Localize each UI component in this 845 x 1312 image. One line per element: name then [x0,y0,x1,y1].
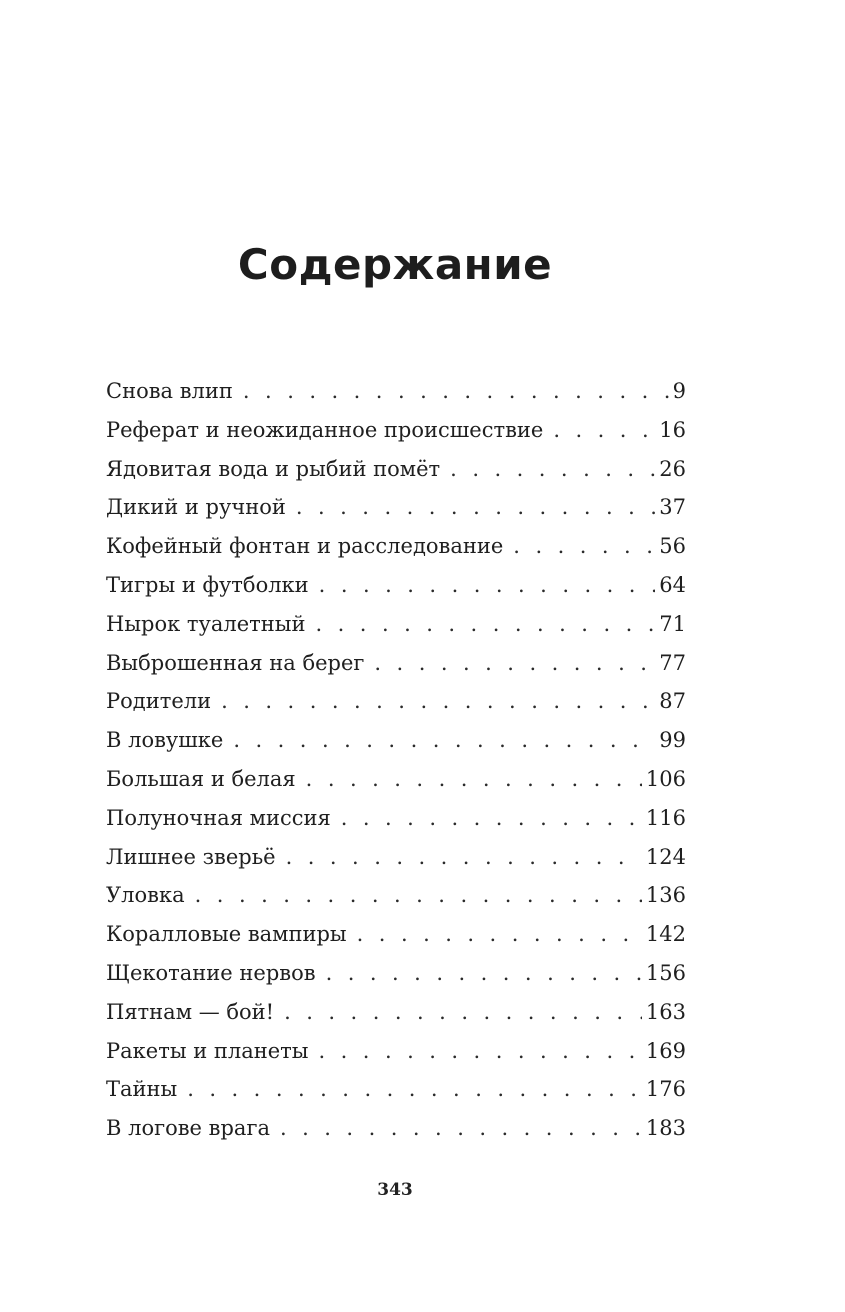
toc-entry[interactable] [106,372,686,411]
toc-dot-leader [450,450,655,489]
toc-dot-leader [513,527,655,566]
toc-entry-title: В ловушке [106,728,224,753]
toc-dot-leader [357,915,642,954]
toc-entry[interactable] [106,1109,686,1148]
toc-dot-leader [233,721,655,760]
toc-entry-title: Родители [106,689,212,714]
table-of-contents [106,372,686,1148]
toc-entry-page: 26 [659,456,686,481]
toc-entry[interactable] [106,527,686,566]
toc-entry[interactable] [106,566,686,605]
toc-entry[interactable] [106,876,686,915]
toc-entry[interactable] [106,682,686,721]
toc-entry-page: 64 [659,572,686,597]
toc-dot-leader [187,1070,642,1109]
toc-entry-title: Реферат и неожиданное происшествие [106,417,544,442]
toc-entry-page: 116 [645,805,686,830]
toc-entry-page: 124 [645,844,686,869]
toc-entry[interactable] [106,799,686,838]
toc-entry[interactable] [106,488,686,527]
toc-entry-page: 183 [645,1116,686,1141]
toc-entry-title: Тигры и футболки [106,572,309,597]
toc-entry-title: Коралловые вампиры [106,922,347,947]
toc-entry[interactable] [106,450,686,489]
toc-entry-page: 136 [645,883,686,908]
toc-entry-title: Большая и белая [106,766,296,791]
toc-entry[interactable] [106,760,686,799]
toc-entry[interactable] [106,1032,686,1071]
toc-entry-title: Ракеты и планеты [106,1038,309,1063]
page-title: Содержание [237,240,553,290]
toc-dot-leader [341,799,642,838]
toc-entry-title: Пятнам — бой! [106,999,275,1024]
toc-dot-leader [284,993,642,1032]
toc-dot-leader [243,372,669,411]
toc-entry[interactable] [106,954,686,993]
toc-entry-page: 106 [645,766,686,791]
toc-dot-leader [553,411,655,450]
toc-entry-title: Полуночная миссия [106,805,331,830]
toc-dot-leader [319,566,656,605]
toc-dot-leader [374,644,655,683]
toc-entry[interactable] [106,721,686,760]
toc-dot-leader [326,954,642,993]
toc-entry-title: Снова влип [106,379,233,403]
toc-entry-title: В логове врага [106,1116,270,1141]
toc-dot-leader [319,1032,642,1071]
toc-entry-page: 71 [659,611,686,636]
toc-entry[interactable] [106,838,686,877]
page-number: 343 [377,1180,413,1200]
toc-entry-title: Тайны [106,1077,178,1102]
toc-entry-title: Выброшенная на берег [106,650,365,675]
toc-dot-leader [316,605,656,644]
toc-entry-page: 142 [645,922,686,947]
toc-dot-leader [306,760,642,799]
toc-entry-title: Щекотание нервов [106,960,316,985]
toc-entry-page: 37 [659,495,686,520]
toc-entry-title: Ядовитая вода и рыбий помёт [106,456,441,481]
toc-entry[interactable] [106,993,686,1032]
toc-dot-leader [286,838,642,877]
toc-entry-title: Дикий и ручной [106,495,286,520]
toc-entry[interactable] [106,644,686,683]
toc-dot-leader [296,488,655,527]
toc-entry-title: Кофейный фонтан и расследование [106,534,504,559]
toc-entry[interactable] [106,411,686,450]
toc-entry-title: Уловка [106,883,185,908]
toc-entry-page: 56 [659,534,686,559]
toc-entry[interactable] [106,605,686,644]
toc-entry-page: 176 [645,1077,686,1102]
toc-entry-page: 99 [659,728,686,753]
toc-dot-leader [280,1109,642,1148]
toc-entry-page: 77 [659,650,686,675]
toc-entry-page: 163 [645,999,686,1024]
toc-entry-page: 16 [659,417,686,442]
toc-dot-leader [195,876,642,915]
toc-dot-leader [221,682,655,721]
toc-entry-page: 9 [672,379,686,403]
toc-entry-title: Нырок туалетный [106,611,306,636]
toc-entry[interactable] [106,915,686,954]
toc-entry-title: Лишнее зверьё [106,844,276,869]
toc-entry-page: 156 [645,960,686,985]
toc-entry-page: 169 [645,1038,686,1063]
toc-entry-page: 87 [659,689,686,714]
toc-entry[interactable] [106,1070,686,1109]
